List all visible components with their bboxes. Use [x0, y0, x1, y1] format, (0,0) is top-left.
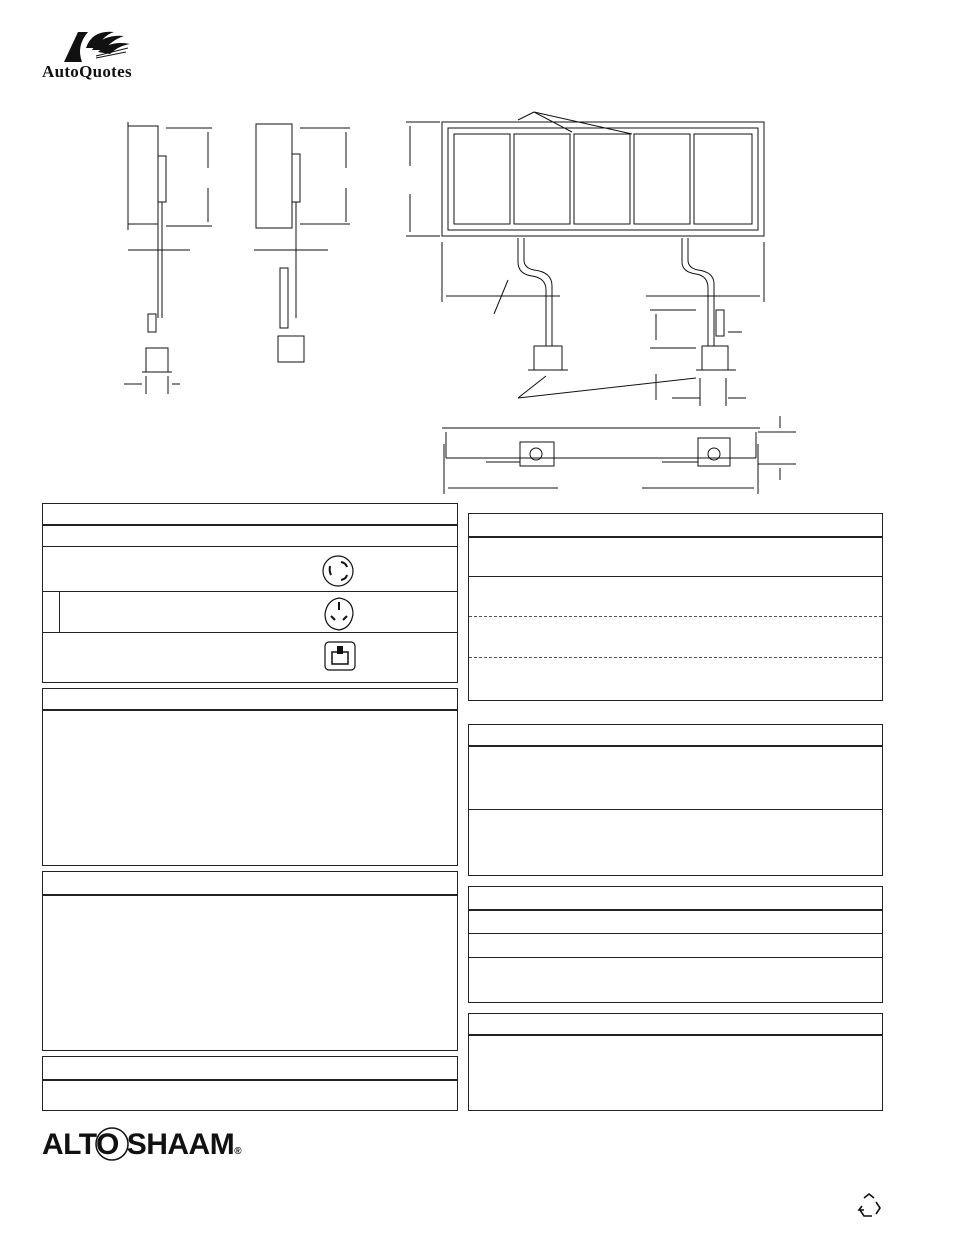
- right-spec-box-3: [468, 886, 883, 1003]
- twist-lock-plug-icon: [321, 554, 355, 588]
- square-plug-icon: [323, 640, 357, 672]
- alto-shaam-logo-text: ALTO SHAAM: [42, 1128, 235, 1161]
- right-spec-box-4: [468, 1013, 883, 1111]
- side-view-drawing-right: [250, 118, 360, 378]
- registered-mark: ®: [234, 1146, 242, 1157]
- front-view-drawing: [436, 414, 802, 498]
- side-view-drawing-left: [120, 118, 230, 398]
- autoquotes-logo-text: AutoQuotes: [42, 62, 132, 81]
- alto-shaam-logo: [42, 1128, 241, 1162]
- left-spec-box-3: [42, 1056, 458, 1111]
- alto-shaam-swoosh-icon: [92, 1124, 132, 1164]
- electrical-options-box: [42, 503, 458, 683]
- left-spec-box-2: [42, 871, 458, 1051]
- right-spec-box-2: [468, 724, 883, 876]
- top-view-drawing: [396, 110, 796, 410]
- right-spec-box-1: [468, 513, 883, 701]
- recycle-icon: [856, 1192, 882, 1218]
- round-plug-icon: [323, 596, 355, 632]
- left-spec-box-1: [42, 688, 458, 866]
- autoquotes-logo-icon: [62, 26, 132, 64]
